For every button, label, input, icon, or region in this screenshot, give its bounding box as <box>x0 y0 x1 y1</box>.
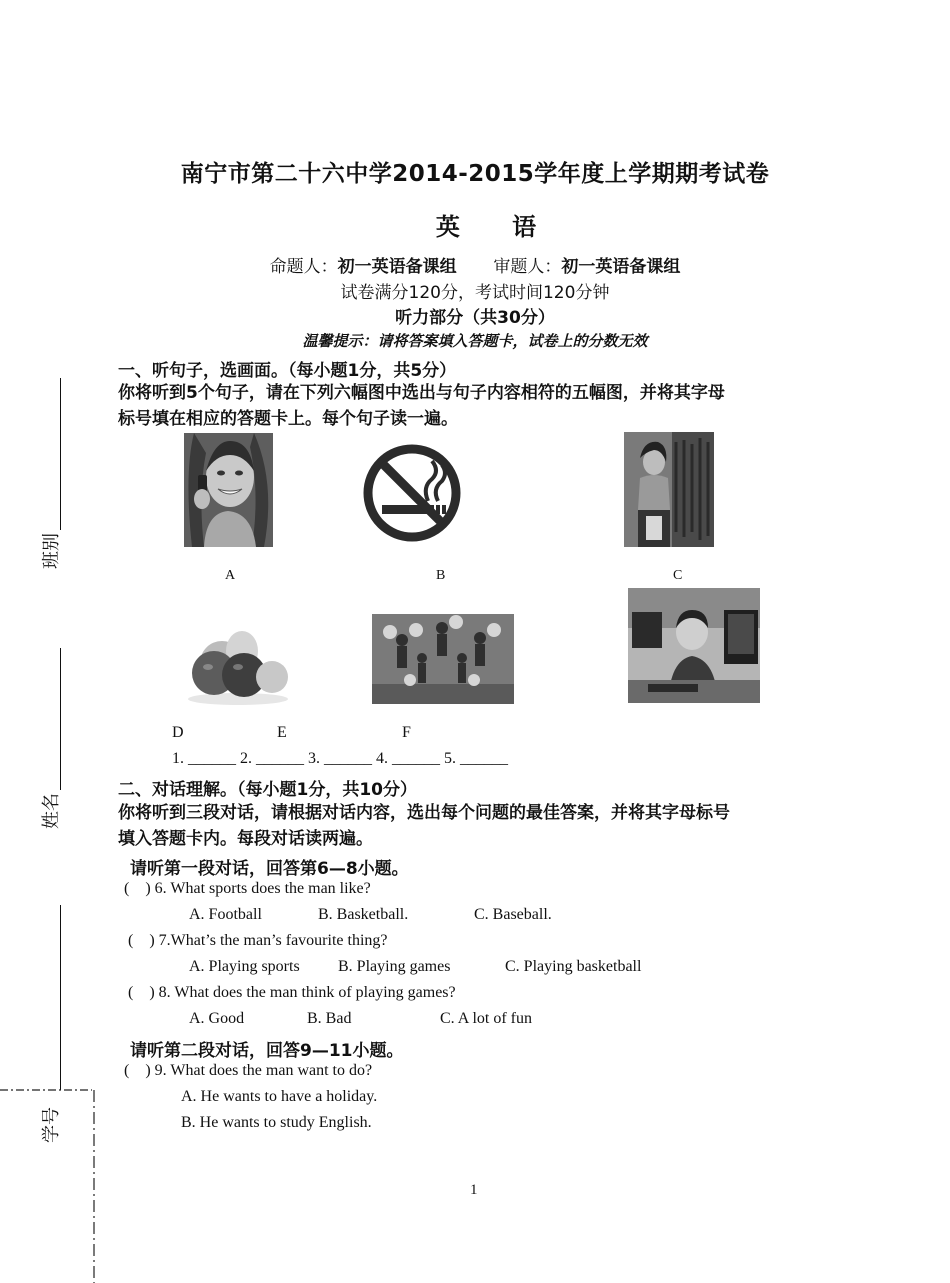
picture-e-cheerleaders <box>372 614 514 704</box>
name-blank-line[interactable] <box>60 648 61 790</box>
author-prefix: 命题人： <box>269 257 338 277</box>
picture-label-b: B <box>436 568 446 583</box>
dialog1-header: 请听第一段对话，回答第6—8小题。 <box>130 859 409 879</box>
q6-option-c[interactable]: C. Baseball. <box>474 906 552 923</box>
picture-b-no-smoking <box>362 443 462 543</box>
tip-line: 温馨提示：请将答案填入答题卡，试卷上的分数无效 <box>302 332 648 350</box>
reviewer-name: 初一英语备课组 <box>561 257 681 277</box>
section1-instruction-2: 标号填在相应的答题卡上。每个句子读一遍。 <box>118 409 458 429</box>
section2-title: 二、对话理解。（每小题1分，共10分） <box>118 780 417 800</box>
exam-title: 南宁市第二十六中学2014-2015学年度上学期期考试卷 <box>180 161 770 187</box>
author-name: 初一英语备课组 <box>337 257 457 277</box>
picture-label-c: C <box>673 568 683 583</box>
question-8[interactable]: ( ) 8. What does the man think of playing games? <box>128 984 456 1001</box>
question-9[interactable]: ( ) 9. What does the man want to do? <box>124 1062 373 1079</box>
q9-option-b[interactable]: B. He wants to study English. <box>181 1114 372 1131</box>
q6-option-b[interactable]: B. Basketball. <box>318 906 409 923</box>
picture-a-girl-phone <box>184 433 273 547</box>
section2-instruction-2: 填入答题卡内。每段对话读两遍。 <box>118 829 373 849</box>
reviewer-prefix: 审题人： <box>493 257 562 277</box>
picture-label-a: A <box>225 568 236 583</box>
class-label: 班别 <box>41 533 62 569</box>
question-6[interactable]: ( ) 6. What sports does the man like? <box>124 880 371 897</box>
q8-option-c[interactable]: C. A lot of fun <box>440 1010 533 1027</box>
listening-header: 听力部分（共30分） <box>395 308 555 328</box>
q8-option-a[interactable]: A. Good <box>189 1010 245 1027</box>
picture-label-f: F <box>402 724 411 741</box>
q7-option-c[interactable]: C. Playing basketball <box>505 958 642 975</box>
picture-d-fruit <box>182 617 294 707</box>
answer-blanks[interactable]: 1. ______ 2. ______ 3. ______ 4. ______ 5. ______ <box>172 750 508 767</box>
picture-c-shopping <box>624 432 714 547</box>
name-label: 姓名 <box>41 793 62 829</box>
section2-instruction-1: 你将听到三段对话，请根据对话内容，选出每个问题的最佳答案，并将其字母标号 <box>118 803 730 823</box>
section1-title: 一、听句子，选画面。（每小题1分，共5分） <box>118 361 457 381</box>
section1-instruction-1: 你将听到5个句子，请在下列六幅图中选出与句子内容相符的五幅图，并将其字母 <box>118 383 725 403</box>
page-number: 1 <box>470 1182 478 1198</box>
dialog2-header: 请听第二段对话，回答9—11小题。 <box>130 1041 404 1061</box>
score-time-line: 试卷满分120分，考试时间120分钟 <box>340 283 610 303</box>
q7-option-b[interactable]: B. Playing games <box>338 958 451 975</box>
q6-option-a[interactable]: A. Football <box>189 906 262 923</box>
q7-option-a[interactable]: A. Playing sports <box>189 958 300 975</box>
cut-line <box>0 1082 100 1283</box>
id-blank-line[interactable] <box>60 905 61 1090</box>
question-7[interactable]: ( ) 7.What’s the man’s favourite thing? <box>128 932 388 949</box>
picture-label-d: D <box>172 724 184 741</box>
authors-line <box>0 252 950 277</box>
picture-f-computer <box>628 588 760 703</box>
picture-label-e: E <box>277 724 287 741</box>
subject-title: 英 语 <box>435 213 559 241</box>
class-blank-line[interactable] <box>60 378 61 530</box>
id-label: 学号 <box>41 1107 62 1143</box>
q8-option-b[interactable]: B. Bad <box>307 1010 352 1027</box>
q9-option-a[interactable]: A. He wants to have a holiday. <box>181 1088 378 1105</box>
